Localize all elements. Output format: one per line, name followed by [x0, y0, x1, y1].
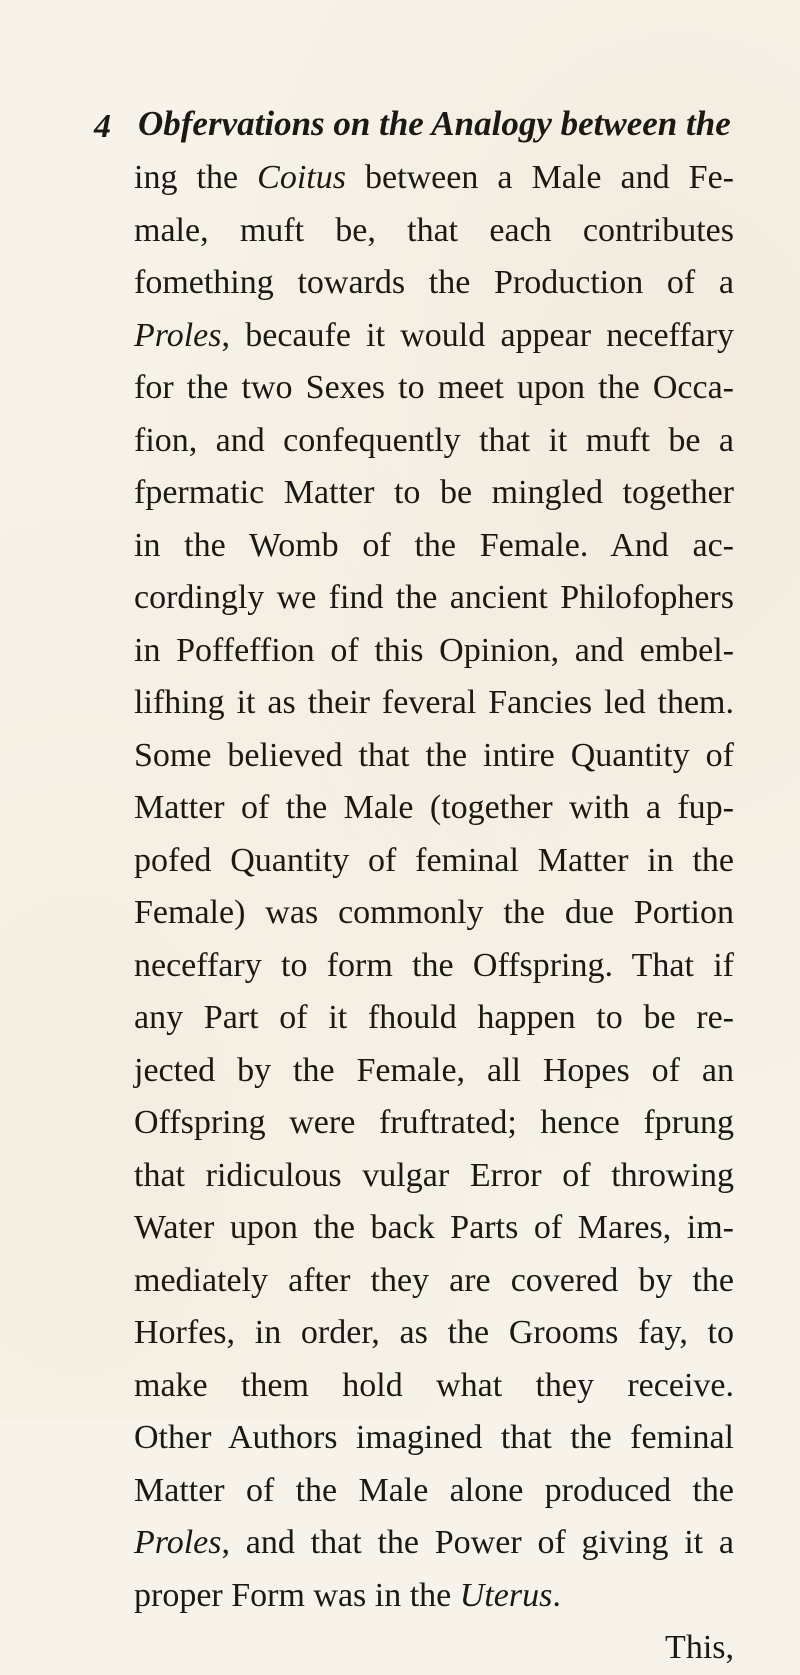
- text-line: [134, 1150, 734, 1203]
- text-run: pofed Quantity of feminal Matter in the: [134, 841, 734, 879]
- text-line: [134, 940, 734, 993]
- text-run: , and that the Power of giving it a: [221, 1524, 734, 1561]
- text-line: [134, 1202, 734, 1255]
- text-run: proper Form was in the: [134, 1576, 460, 1614]
- catchword: This,: [665, 1629, 734, 1666]
- page-number: 4: [94, 108, 111, 145]
- text-run: Other Authors imagined that the feminal: [134, 1419, 734, 1456]
- text-run: mediately after they are covered by the: [134, 1261, 734, 1299]
- text-run: Female) was commonly the due Portion: [134, 894, 734, 931]
- text-line: [134, 362, 734, 415]
- text-run: ing the: [134, 159, 258, 196]
- text-line: [134, 1517, 734, 1570]
- text-run: Matter of the Male alone produced the: [134, 1471, 734, 1509]
- text-line: [134, 415, 734, 468]
- text-run: jected by the Female, all Hopes of an: [134, 1051, 734, 1089]
- text-run: in the Womb of the Female. And ac-: [134, 526, 734, 564]
- text-line: [134, 1465, 734, 1518]
- text-line: [134, 782, 734, 835]
- text-run: .: [552, 1576, 561, 1614]
- text-run: fpermatic Matter to be mingled together: [134, 474, 734, 511]
- text-run: cordingly we find the ancient Philofophers: [134, 579, 734, 616]
- text-line: [134, 257, 734, 310]
- text-line: [134, 887, 734, 940]
- text-run: that ridiculous vulgar Error of throwing: [134, 1156, 734, 1194]
- text-line: [134, 1412, 734, 1465]
- text-line: [134, 520, 734, 573]
- text-run: Matter of the Male (together with a fup-: [134, 789, 734, 826]
- text-line: [134, 205, 734, 258]
- text-run: Water upon the back Parts of Mares, im-: [134, 1209, 734, 1246]
- text-run: lifhing it as their feveral Fancies led them.: [134, 684, 734, 721]
- text-run: fomething towards the Production of a: [134, 264, 734, 301]
- text-run: Horfes, in order, as the Grooms fay, to: [134, 1314, 734, 1351]
- text-run: neceffary to form the Offspring. That if: [134, 946, 734, 984]
- text-line: [134, 572, 734, 625]
- body-text: [134, 152, 734, 1675]
- text-line: [134, 467, 734, 520]
- running-title: Obfervations on the Analogy between the: [138, 104, 731, 143]
- text-line: [134, 1307, 734, 1360]
- text-run: male, muft be, that each contributes: [134, 211, 734, 249]
- italic-term: Uterus: [459, 1576, 553, 1614]
- italic-term: Coitus: [257, 159, 346, 196]
- text-line: [134, 1045, 734, 1098]
- text-line: [134, 730, 734, 783]
- italic-term: Proles: [134, 1524, 222, 1561]
- text-line: [134, 1097, 734, 1150]
- text-run: in Poffeffion of this Opinion, and embel-: [134, 631, 734, 669]
- text-line: [134, 152, 734, 205]
- text-line: [134, 677, 734, 730]
- text-run: for the two Sexes to meet upon the Occa-: [134, 369, 734, 406]
- text-run: , becaufe it would appear neceffary: [221, 316, 734, 354]
- text-run: fion, and confequently that it muft be a: [134, 421, 734, 459]
- text-line: [134, 1360, 734, 1413]
- text-line: [134, 1255, 734, 1308]
- text-line: [134, 835, 734, 888]
- text-line: [134, 310, 734, 363]
- text-line: [134, 992, 734, 1045]
- text-line: [134, 1570, 734, 1623]
- text-run: make them hold what they receive.: [134, 1366, 734, 1404]
- text-run: Some believed that the intire Quantity of: [134, 736, 734, 774]
- italic-term: Proles: [134, 316, 222, 354]
- text-run: any Part of it fhould happen to be re-: [134, 999, 734, 1036]
- text-run: Offspring were fruftrated; hence fprung: [134, 1104, 734, 1141]
- text-run: between a Male and Fe-: [345, 159, 735, 196]
- text-line: [134, 625, 734, 678]
- page-header: [88, 100, 731, 148]
